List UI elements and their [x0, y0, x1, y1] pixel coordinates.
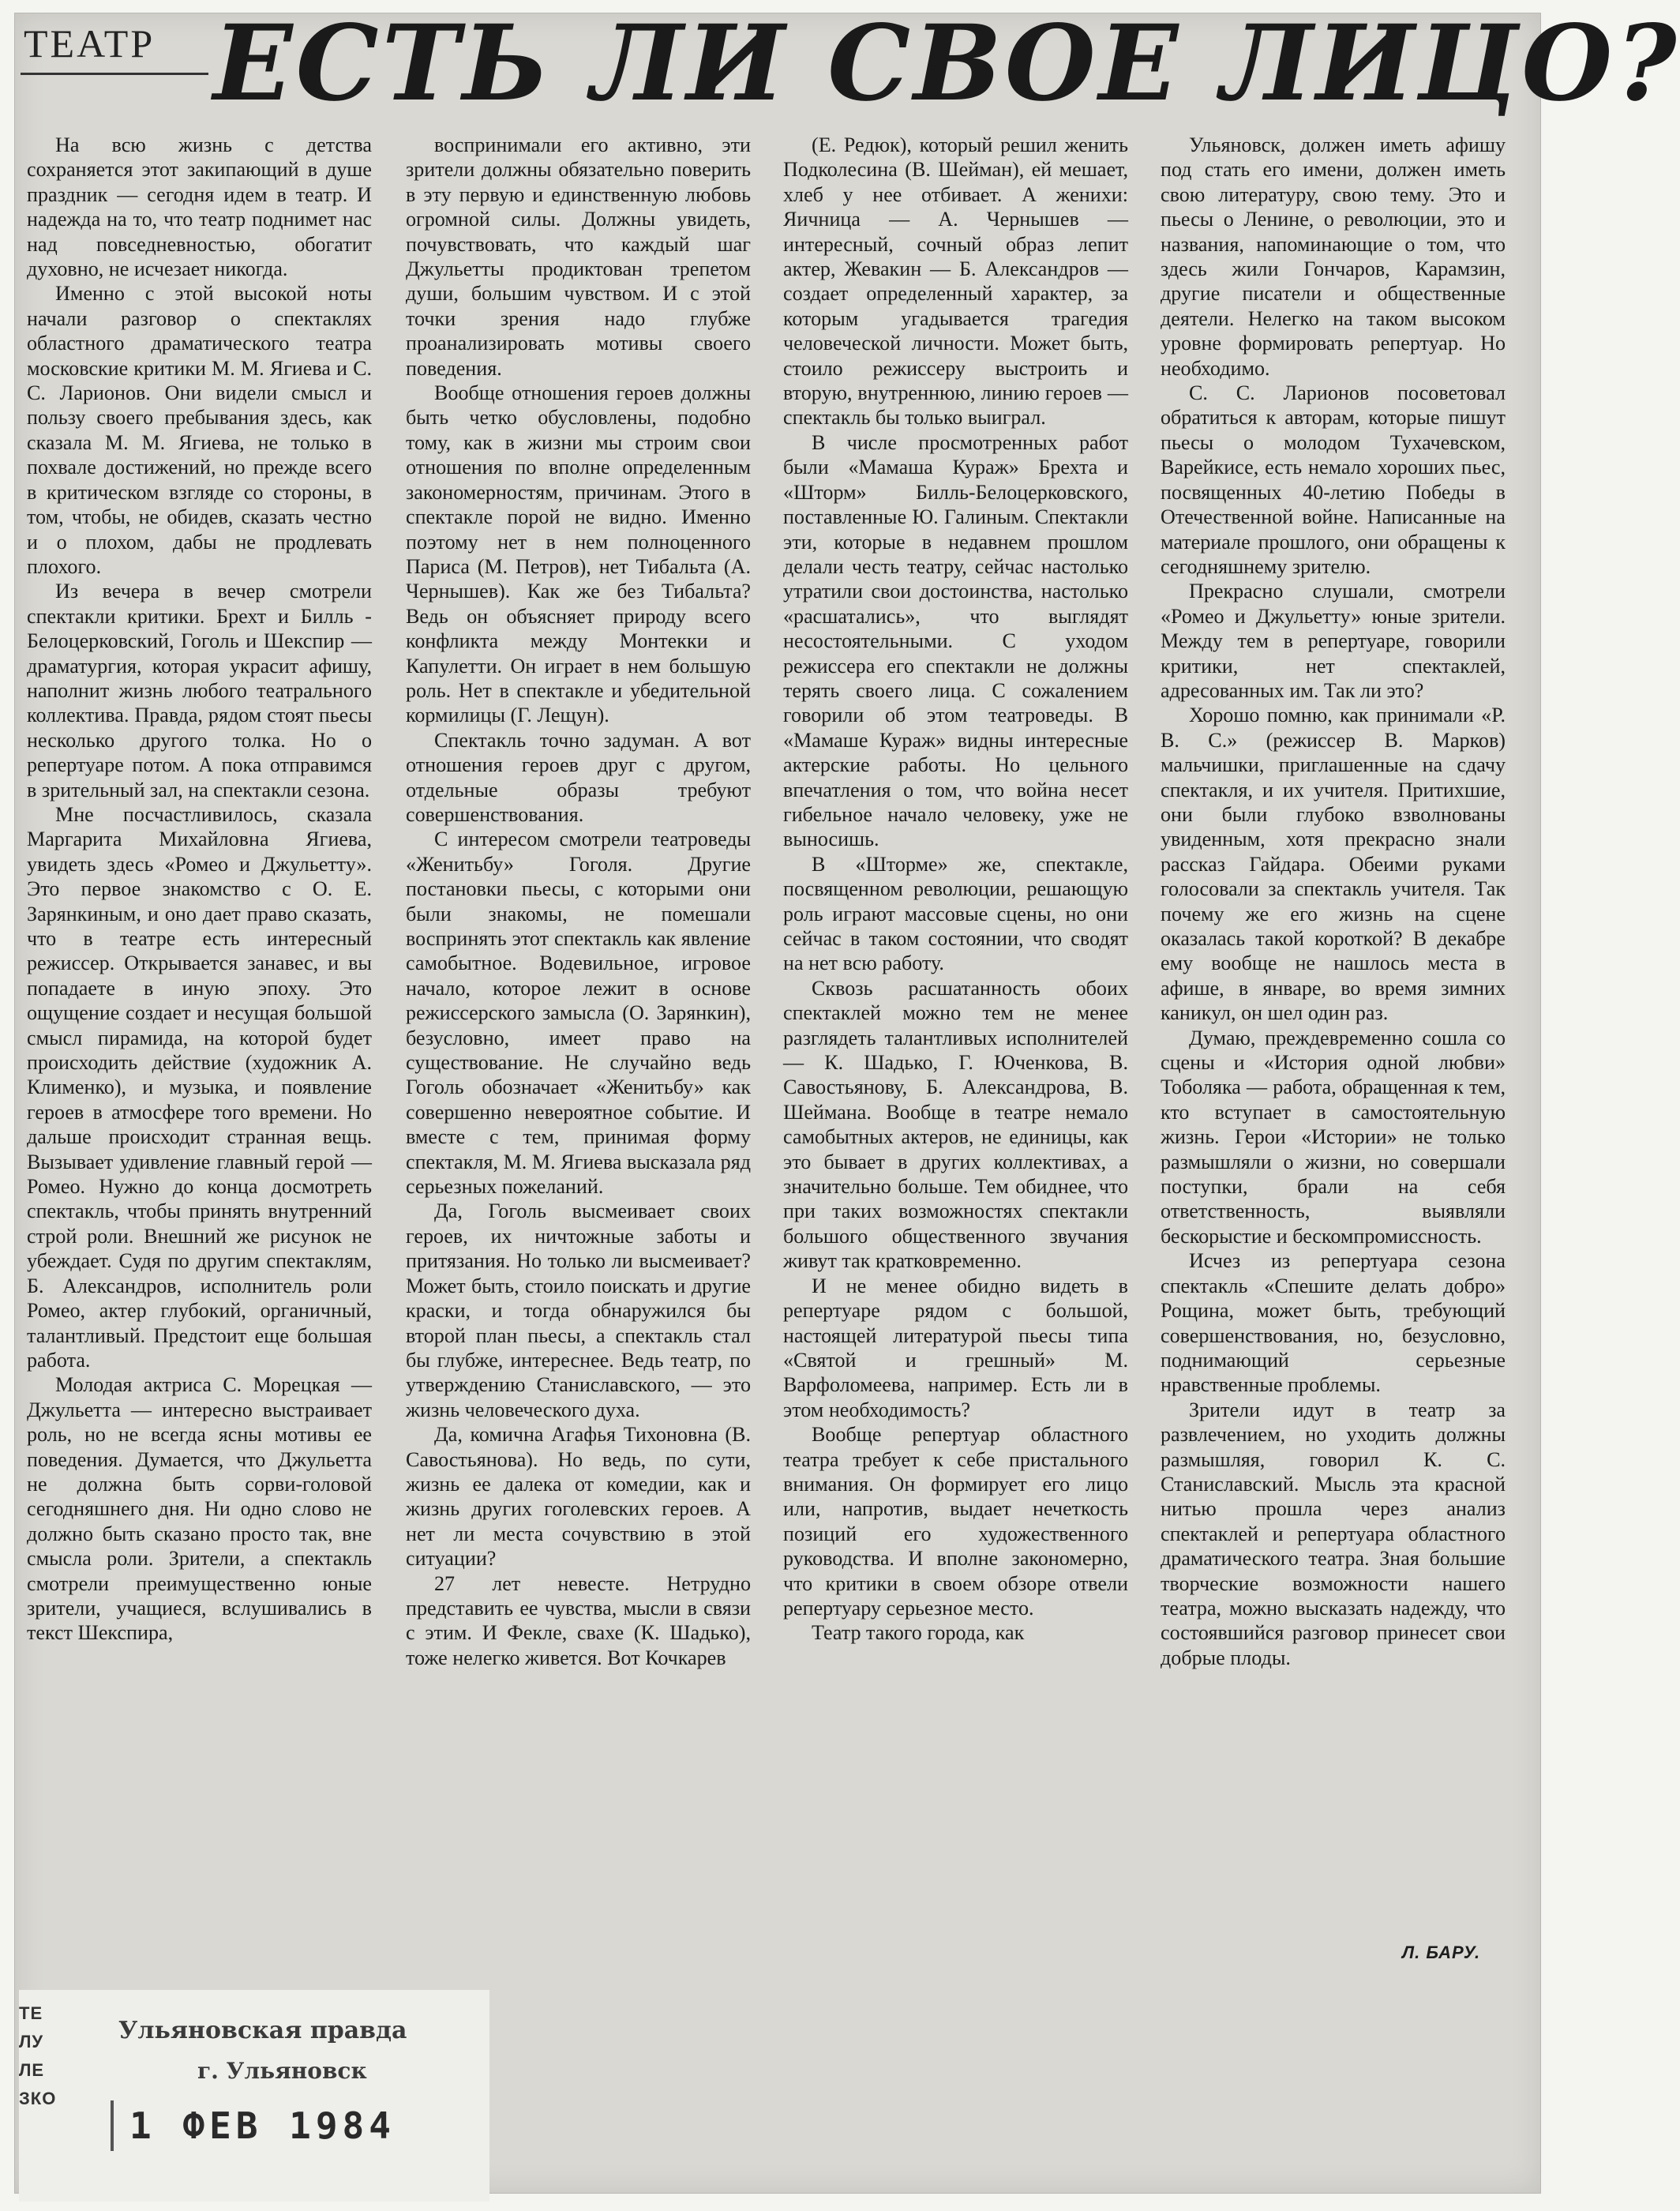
article-column-1 — [27, 133, 372, 1646]
stamp-edge-line: ТЕ — [19, 2003, 43, 2023]
article-paragraph: Вообще репертуар областного театра требует к себе пристального внимания. Он формирует его лицо или, напротив, выдает нечеткость позиций его художественного руководства. И вполне закономерно, что критики в своем обзоре отвели репертуару серьезное место. — [783, 1423, 1128, 1620]
stamp-date: 1 ФЕВ 1984 — [111, 2100, 414, 2151]
article-paragraph: 27 лет невесте. Нетрудно представить ее чувства, мысли в связи с этим. И Фекле, свахе (К. Шадько), тоже нелегко живется. Вот Кочкарев — [406, 1571, 751, 1669]
article-paragraph: Мне посчастливилось, сказала Маргарита Михайловна Ягиева, увидеть здесь «Ромео и Джульетту». Это первое знакомство с О. Е. Зарянкиным, и оно дает право сказать, что в театре есть интересный режиссер. Открывается занавес, и вы попадаете в иную эпоху. Это ощущение создает и несущая большой смысл пирамида, на которой будет происходить действие (художник А. Клименко), и музыка, и появление героев в атмосфере того времени. Но дальше происходит странная вещь. Вызывает удивление главный герой — Ромео. Нужно до конца досмотреть спектакль, чтобы принять внутренний строй роли. Внешний же рисунок не убеждает. Судя по другим спектаклям, Б. Александров, исполнитель роли Ромео, актер глубокий, органичный, талантливый. Предстоит еще большая работа. — [27, 802, 372, 1372]
article-paragraph: Хорошо помню, как принимали «Р. В. С.» (режиссер В. Марков) мальчишки, приглашенные на сдачу спектакля, и их учителя. Притихшие, они были глубоко взволнованы увиденным, хотя прекрасно знали рассказ Гайдара. Обеими руками голосовали за спектакль учителя. Так почему же его жизнь на сцене оказалась такой короткой? В декабре ему вообще не нашлось места в афише, в январе, во время зимних каникул, он шел один раз. — [1161, 704, 1506, 1025]
stamp-city: г. Ульяновск — [197, 2058, 367, 2084]
article-paragraph: Ульяновск, должен иметь афишу под стать его имени, должен иметь свою литературу, свою тему. Это и пьесы о Ленине, о революции, это и названия, напоминающие о том, что здесь жили Гончаров, Карамзин, другие писатели и общественные деятели. Нелегко на таком высоком уровне формировать репертуар. Но необходимо. — [1161, 133, 1506, 380]
article-paragraph: Из вечера в вечер смотрели спектакли критики. Брехт и Билль - Белоцерковский, Гоголь и Шекспир — драматургия, которая украсит афишу, наполнит жизнь любого театрального коллектива. Правда, рядом стоят пьесы несколько другого толка. Но о репертуаре потом. А пока отправимся в зрительный зал, на спектакли сезона. — [27, 580, 372, 801]
rubric-underline — [21, 73, 208, 75]
article-paragraph: воспринимали его активно, эти зрители должны обязательно поверить в эту первую и единственную любовь огромной силы. Должны увидеть, почувствовать, что каждый шаг Джульетты продиктован трепетом души, большим чувством. И с этой точки зрения надо глубже проанализировать мотивы своего поведения. — [406, 133, 751, 380]
article-paragraph: В «Шторме» же, спектакле, посвященном революции, решающую роль играют массовые сцены, но они сейчас в таком состоянии, что сводят на нет всю работу. — [783, 852, 1128, 975]
article-column-2 — [406, 133, 751, 1670]
article-paragraph: (Е. Редюк), который решил женить Подколесина (В. Шейман), ей мешает, хлеб у нее отбивает. А женихи: Яичница — А. Чернышев — интересный, сочный образ лепит актер, Жевакин — Б. Александров — создает определенный характер, за которым угадывается трагедия человеческой личности. Может быть, стоило режиссеру выстроить и вторую, внутреннюю, линию героев — спектакль бы только выиграл. — [783, 133, 1128, 430]
stamp-newspaper-name: Ульяновская правда — [118, 2017, 407, 2044]
article-paragraph: С. С. Ларионов посоветовал обратиться к авторам, которые пишут пьесы о молодом Тухачевском, Варейкисе, есть немало хороших пьес, посвященных 40-летию Победы в Отечественной войне. Написанные на материале прошлого, они обращены к сегодняшнему зрителю. — [1161, 381, 1506, 578]
article-paragraph: Театр такого города, как — [812, 1621, 1025, 1645]
article-paragraph: Да, комична Агафья Тихоновна (В. Савостьянова). Но ведь, по сути, жизнь ее далека от комедии, как и жизнь других гоголевских героев. А нет ли места сочувствию в этой ситуации? — [406, 1423, 751, 1571]
article-paragraph: И не менее обидно видеть в репертуаре рядом с большой, настоящей литературой пьесы типа «Святой и грешный» М. Варфоломеева, например. Есть ли в этом необходимость? — [783, 1274, 1128, 1421]
stamp-edge-fragment — [19, 1999, 57, 2157]
article-paragraph: Прекрасно слушали, смотрели «Ромео и Джульетту» юные зрители. Между тем в репертуаре, говорили критики, нет спектаклей, адресованных им. Так ли это? — [1161, 580, 1506, 702]
author-signature: Л. БАРУ. — [1402, 1943, 1481, 1962]
headline: ЕСТЬ ЛИ СВОЕ ЛИЦО? — [213, 2, 1680, 125]
article-paragraph: Зрители идут в театр за развлечением, но уходить должны размышляя, говорил К. С. Станиславский. Мысль эта красной нитью прошла через анализ спектаклей и репертуара областного драматического театра. Зная большие творческие возможности нашего театра, можно высказать надежду, что состоявшийся разговор принесет свои добрые плоды. — [1161, 1398, 1506, 1669]
article-paragraph: С интересом смотрели театроведы «Женитьбу» Гоголя. Другие постановки пьесы, с которыми они были знакомы, не помешали воспринять этот спектакль как явление самобытное. Водевильное, игровое начало, которое лежит в основе режиссерского замысла (О. Зарянкин), безусловно, имеет право на существование. Не случайно ведь Гоголь обозначает «Женитьбу» как совершенно невероятное событие. И вместе с тем, принимая форму спектакля, М. М. Ягиева высказала ряд серьезных пожеланий. — [406, 828, 751, 1199]
article-paragraph: Спектакль точно задуман. А вот отношения героев друг с другом, отдельные образы требуют совершенствования. — [406, 728, 751, 826]
article-paragraph: Думаю, преждевременно сошла со сцены и «История одной любви» Тоболяка — работа, обращенная к тем, кто вступает в самостоятельную жизнь. Герои «Истории» не только размышляли о жизни, но совершали поступки, брали на себя ответственность, выявляли бескорыстие и бескомпромиссность. — [1161, 1026, 1506, 1248]
article-column-3 — [783, 133, 1128, 1646]
section-rubric: ТЕАТР — [24, 21, 156, 66]
stamp-edge-line: ЛУ — [19, 2032, 44, 2051]
article-paragraph: На всю жизнь с детства сохраняется этот закипающий в душе праздник — сегодня идем в театр. И надежда на то, что театр поднимет нас над повседневностью, обогатит духовно, не исчезает никогда. — [27, 133, 372, 281]
article-paragraph: Именно с этой высокой ноты начали разговор о спектаклях областного драматического театра московские критики М. М. Ягиева и С. С. Ларионов. Они видели смысл и пользу своего пребывания здесь, как сказала М. М. Ягиева, не только в похвале достижений, но прежде всего в критическом взгляде со стороны, в том, чтобы, не обидев, сказать честно и о плохом, дабы не продлевать плохого. — [27, 282, 372, 578]
article-paragraph: Сквозь расшатанность обоих спектаклей можно тем не менее разглядеть талантливых исполнителей — К. Шадько, Г. Юченкова, В. Савостьянову, Б. Александрова, В. Шеймана. Вообще в театре немало самобытных актеров, не единицы, как это бывает в других коллективах, а значительно больше. Тем обиднее, что при таких возможностях спектакли большого общественного звучания живут так кратковременно. — [783, 976, 1128, 1273]
article-paragraph: Вообще отношения героев должны быть четко обусловлены, подобно тому, как в жизни мы строим свои отношения по вполне определенным закономерностям, причинам. Этого в спектакле порой не видно. Именно поэтому нет в нем полноценного Париса (М. Петров), нет Тибальта (А. Чернышев). Как же без Тибальта? Ведь он объясняет природу всего конфликта между Монтекки и Капулетти. Он играет в нем большую роль. Нет в спектакле и убедительной кормилицы (Г. Лещун). — [406, 381, 751, 727]
article-paragraph: В числе просмотренных работ были «Мамаша Кураж» Брехта и «Шторм» Билль-Белоцерковского, поставленные Ю. Галиным. Спектакли эти, которые в недавнем прошлом делали честь театру, сейчас настолько утратили свои достоинства, настолько «расшатались», что выглядят несостоятельными. С уходом режиссера его спектакли не должны терять своего лица. С сожалением говорили об этом театроведы. В «Мамаше Кураж» видны интересные актерские работы. Но цельного впечатления о том, что война несет гибельное начало человеку, уже не выносишь. — [783, 430, 1128, 851]
article-paragraph: Молодая актриса С. Морецкая — Джульетта — интересно выстраивает роль, но не всегда ясны мотивы ее поведения. Думается, что Джульетта не должна быть сорви-головой сегодняшнего дня. Ни одно слово не должно быть сказано просто так, вне смысла роли. Зрители, а спектакль смотрели преимущественно юные зрители, учащиеся, вслушивались в текст Шекспира, — [27, 1373, 372, 1645]
stamp-edge-line: ЗКО — [19, 2089, 57, 2108]
article-paragraph: Да, Гоголь высмеивает своих героев, их ничтожные заботы и притязания. Но только ли высмеивает? Может быть, стоило поискать и другие краски, и тогда обнаружился бы второй план пьесы, а спектакль стал бы глубже, интереснее. Ведь театр, по утверждению Станиславского, — это жизнь человеческого духа. — [406, 1199, 751, 1421]
article-column-4 — [1161, 133, 1506, 1670]
stamp-edge-line: ЛЕ — [19, 2060, 45, 2080]
article-paragraph: Исчез из репертуара сезона спектакль «Спешите делать добро» Рощина, может быть, требующий совершенствования, но, безусловно, поднимающий серьезные нравственные проблемы. — [1161, 1249, 1506, 1397]
